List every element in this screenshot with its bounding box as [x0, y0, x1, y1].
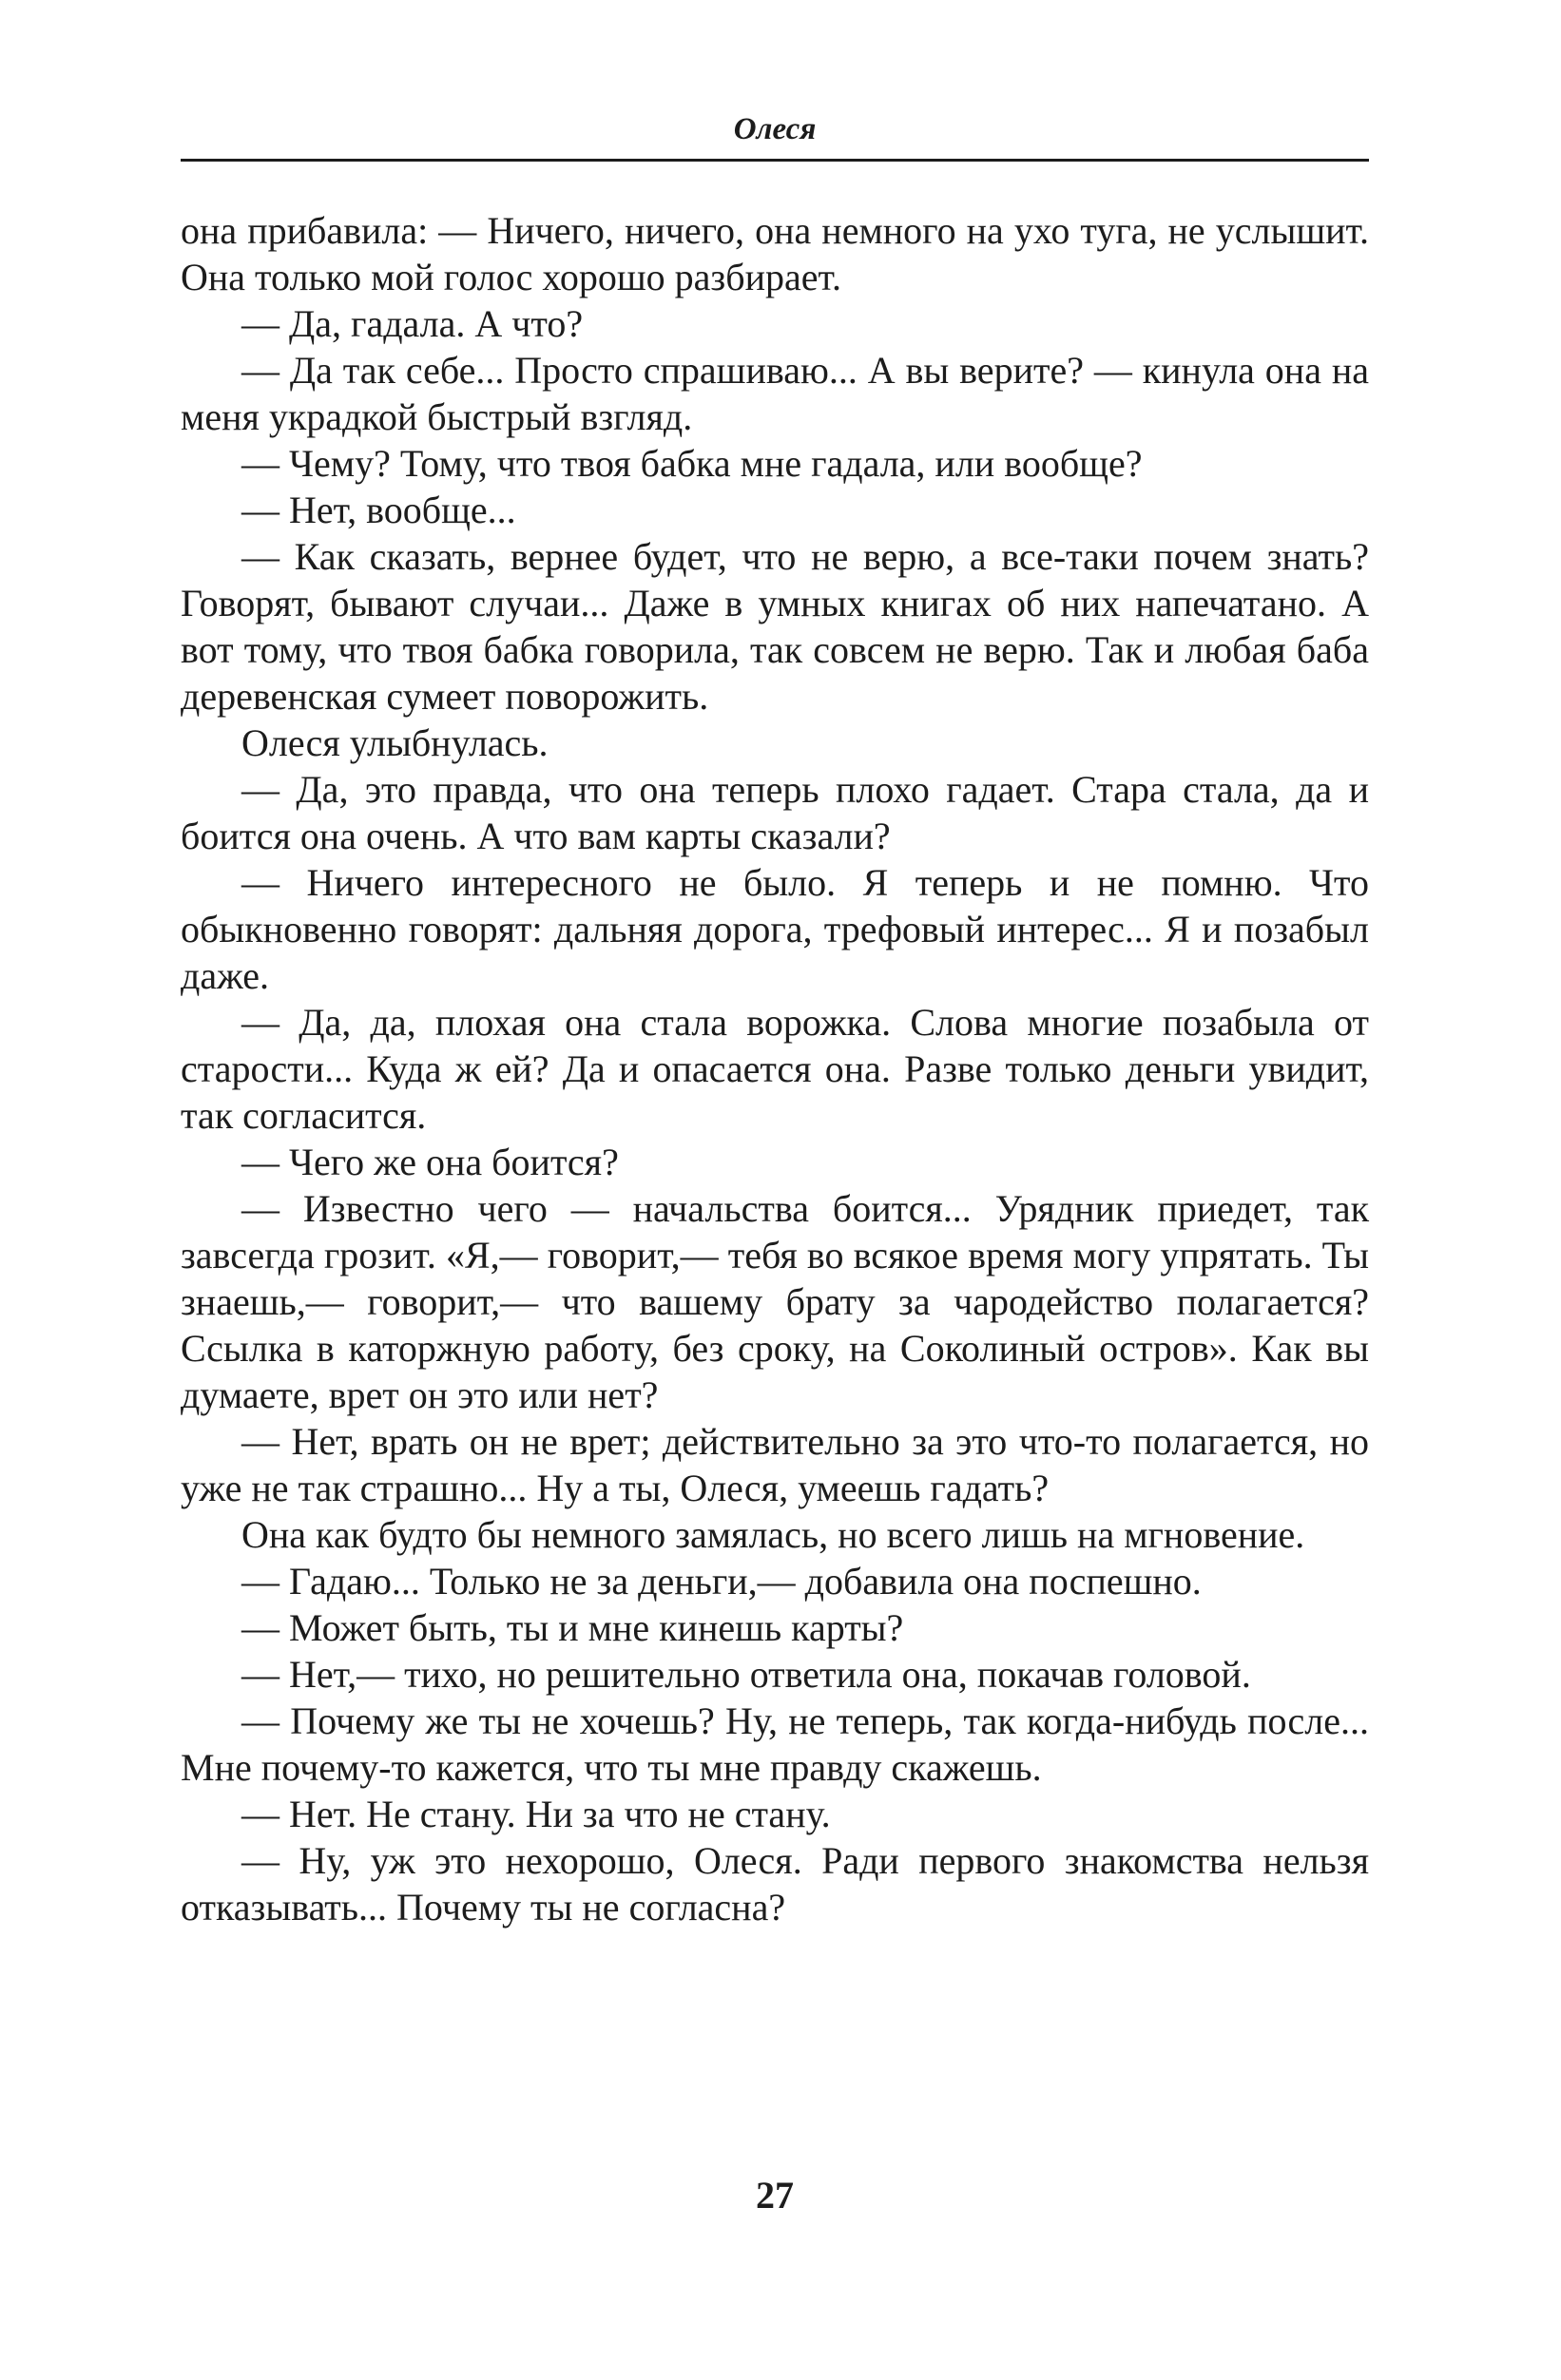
paragraph: — Нет,— тихо, но решительно ответила она, покачав головой. — [241, 1653, 1251, 1696]
page-number: 27 — [756, 2174, 794, 2217]
running-head-title: Олеся — [733, 112, 817, 146]
paragraph: — Может быть, ты и мне кинешь карты? — [241, 1606, 904, 1649]
paragraph: — Да, да, плохая она стала ворожка. Слова многие позабыла от старости... Куда ж ей? Да и опасается она. Разве только деньги увидит, так согласится. — [181, 1001, 1369, 1137]
paragraph: — Нет, врать он не врет; действительно за это что-то полагается, но уже не так страшно... Ну а ты, Олеся, умеешь гадать? — [181, 1420, 1369, 1509]
paragraph: — Чего же она боится? — [241, 1141, 619, 1183]
paragraph: — Ну, уж это нехорошо, Олеся. Ради первого знакомства нельзя отказывать... Почему ты не согласна? — [181, 1839, 1369, 1929]
paragraph: Она как будто бы немного замялась, но всего лишь на мгновение. — [241, 1513, 1305, 1556]
paragraph: — Известно чего — начальства боится... Урядник приедет, так завсегда грозит. «Я,— говорит,— тебя во всякое время могу упрятать. Ты знаешь,— говорит,— что вашему брату за чародейство полагается? Ссылка в каторжную работу, без сроку, на Соколиный остров». Как вы думаете, врет он это или нет? — [181, 1187, 1369, 1416]
paragraph: — Гадаю... Только не за деньги,— добавила она поспешно. — [241, 1560, 1202, 1603]
paragraph: она прибавила: — Ничего, ничего, она немного на ухо туга, не услышит. Она только мой голос хорошо разбирает. — [181, 209, 1369, 298]
paragraph: — Да, гадала. А что? — [241, 302, 584, 345]
paragraph: — Чему? Тому, что твоя бабка мне гадала, или вообще? — [241, 442, 1143, 485]
paragraph: Олеся улыбнулась. — [241, 721, 549, 764]
paragraph: — Почему же ты не хочешь? Ну, не теперь, так когда-нибудь после... Мне почему-то кажется, что ты мне правду скажешь. — [181, 1699, 1369, 1789]
body-text — [181, 207, 1369, 1930]
paragraph: — Как сказать, вернее будет, что не верю, а все-таки почем знать? Говорят, бывают случаи... Даже в умных книгах об них напечатано. А вот тому, что твоя бабка говорила, так совсем не верю. Так и любая баба деревенская сумеет поворожить. — [181, 535, 1369, 718]
paragraph: — Нет. Не стану. Ни за что не стану. — [241, 1793, 831, 1835]
paragraph: — Ничего интересного не было. Я теперь и не помню. Что обыкновенно говорят: дальняя дорога, трефовый интерес... Я и позабыл даже. — [181, 861, 1369, 997]
paragraph: — Нет, вообще... — [241, 489, 516, 531]
header-rule — [181, 159, 1369, 162]
paragraph: — Да так себе... Просто спрашиваю... А вы верите? — кинула она на меня украдкой быстрый взгляд. — [181, 349, 1369, 438]
paragraph: — Да, это правда, что она теперь плохо гадает. Стара стала, да и боится она очень. А что вам карты сказали? — [181, 768, 1369, 857]
